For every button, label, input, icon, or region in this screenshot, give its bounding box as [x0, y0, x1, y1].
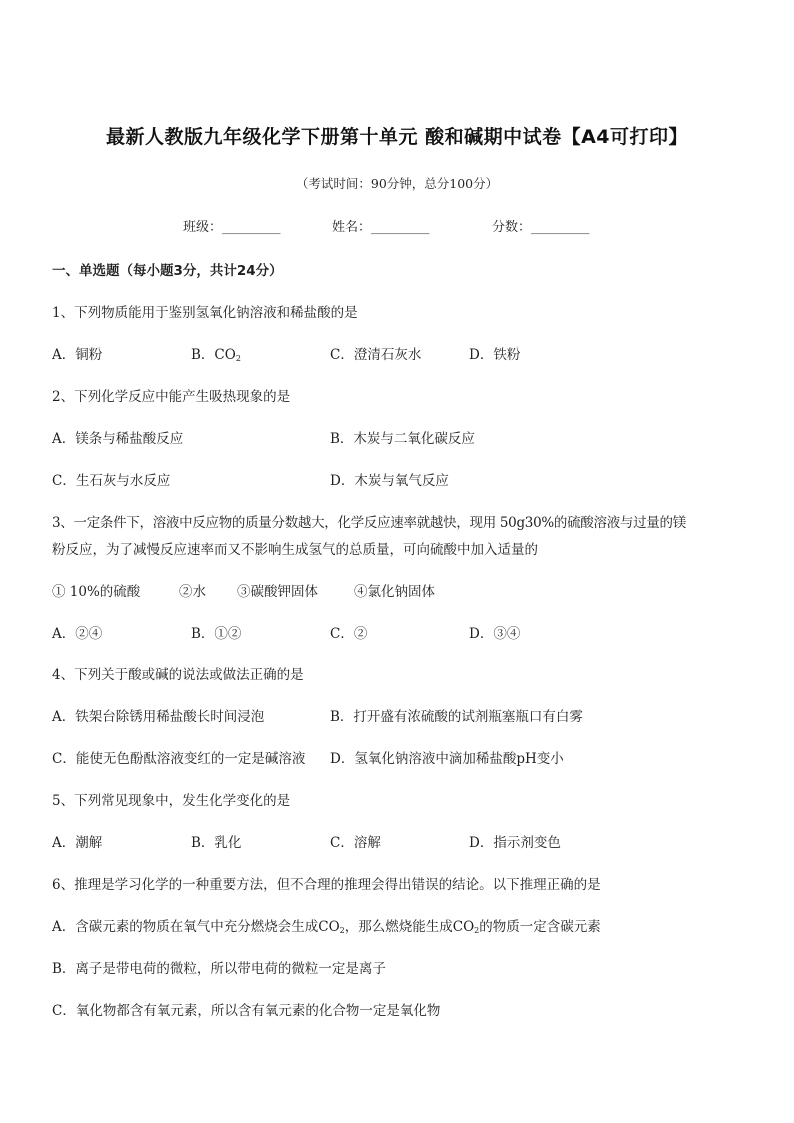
question-6-option-b: B．离子是带电荷的微粒，所以带电荷的微粒一定是离子 — [52, 961, 386, 977]
question-5-stem: 5、下列常见现象中，发生化学变化的是 — [52, 793, 291, 809]
question-6-option-a-part-1: A．含碳元素的物质在氧气中充分燃烧会生成CO — [52, 919, 340, 935]
question-3-option-b: B．①② — [191, 626, 242, 642]
question-3-stem-line-1: 3、一定条件下，溶液中反应物的质量分数越大，化学反应速率就越快，现用 50g30%的硫酸溶液与过量的镁 — [52, 515, 686, 531]
question-6-option-a-part-2: ，那么燃烧能生成CO — [344, 919, 475, 935]
question-1-option-d: D．铁粉 — [469, 347, 521, 363]
question-4-option-b: B．打开盛有浓硫酸的试剂瓶塞瓶口有白雾 — [330, 709, 583, 725]
question-3-choice-2: ②水 — [179, 584, 206, 600]
question-6-option-a-subscript-1: 2 — [339, 926, 345, 935]
question-5-option-b: B．乳化 — [191, 835, 242, 851]
question-4-stem: 4、下列关于酸或碱的说法或做法正确的是 — [52, 667, 304, 683]
question-3-option-c: C．② — [330, 626, 368, 642]
question-3-option-d: D．③④ — [469, 626, 521, 642]
question-1-option-b — [191, 343, 241, 363]
question-2-option-d: D．木炭与氧气反应 — [330, 473, 449, 489]
question-4-option-c: C．能使无色酚酞溶液变红的一定是碱溶液 — [52, 751, 306, 767]
question-6-option-a — [52, 915, 601, 935]
exam-duration-note: （考试时间：90分钟，总分100分） — [295, 176, 499, 191]
question-6-stem: 6、推理是学习化学的一种重要方法，但不合理的推理会得出错误的结论。以下推理正确的是 — [52, 877, 601, 893]
score-field: 分数：_________ — [492, 220, 590, 235]
question-3-choice-4: ④氯化钠固体 — [354, 584, 435, 600]
question-5-option-d: D．指示剂变色 — [469, 835, 561, 851]
question-1-option-a: A．铜粉 — [52, 347, 103, 363]
question-6-option-a-subscript-2: 2 — [474, 926, 480, 935]
question-3-option-a: A．②④ — [52, 626, 103, 642]
question-2-stem: 2、下列化学反应中能产生吸热现象的是 — [52, 389, 291, 405]
exam-title: 最新人教版九年级化学下册第十单元 酸和碱期中试卷【A4可打印】 — [105, 126, 689, 148]
question-5-option-c: C．溶解 — [330, 835, 381, 851]
class-field: 班级：_________ — [183, 220, 281, 235]
question-3-choice-1: ① 10%的硫酸 — [52, 584, 141, 600]
question-3-stem-line-2: 粉反应，为了减慢反应速率而又不影响生成氢气的总质量，可向硫酸中加入适量的 — [52, 542, 538, 558]
question-4-option-d: D．氢氧化钠溶液中滴加稀盐酸pH变小 — [330, 751, 564, 767]
question-1-stem: 1、下列物质能用于鉴别氢氧化钠溶液和稀盐酸的是 — [52, 305, 358, 321]
question-2-option-b: B．木炭与二氧化碳反应 — [330, 431, 475, 447]
question-1-option-c: C．澄清石灰水 — [330, 347, 422, 363]
question-4-option-a: A．铁架台除锈用稀盐酸长时间浸泡 — [52, 709, 265, 725]
name-field: 姓名：_________ — [332, 220, 430, 235]
question-6-option-c: C．氧化物都含有氧元素，所以含有氧元素的化合物一定是氧化物 — [52, 1003, 441, 1019]
question-5-option-a: A．潮解 — [52, 835, 103, 851]
question-6-option-a-part-3: 的物质一定含碳元素 — [479, 919, 601, 935]
question-1-option-b-text: B．CO — [191, 347, 236, 363]
question-2-option-a: A．镁条与稀盐酸反应 — [52, 431, 184, 447]
question-1-option-b-subscript: 2 — [235, 354, 241, 363]
question-2-option-c: C．生石灰与水反应 — [52, 473, 171, 489]
section-heading: 一、单选题（每小题3分，共计24分） — [52, 263, 283, 279]
question-3-choice-3: ③碳酸钾固体 — [237, 584, 318, 600]
